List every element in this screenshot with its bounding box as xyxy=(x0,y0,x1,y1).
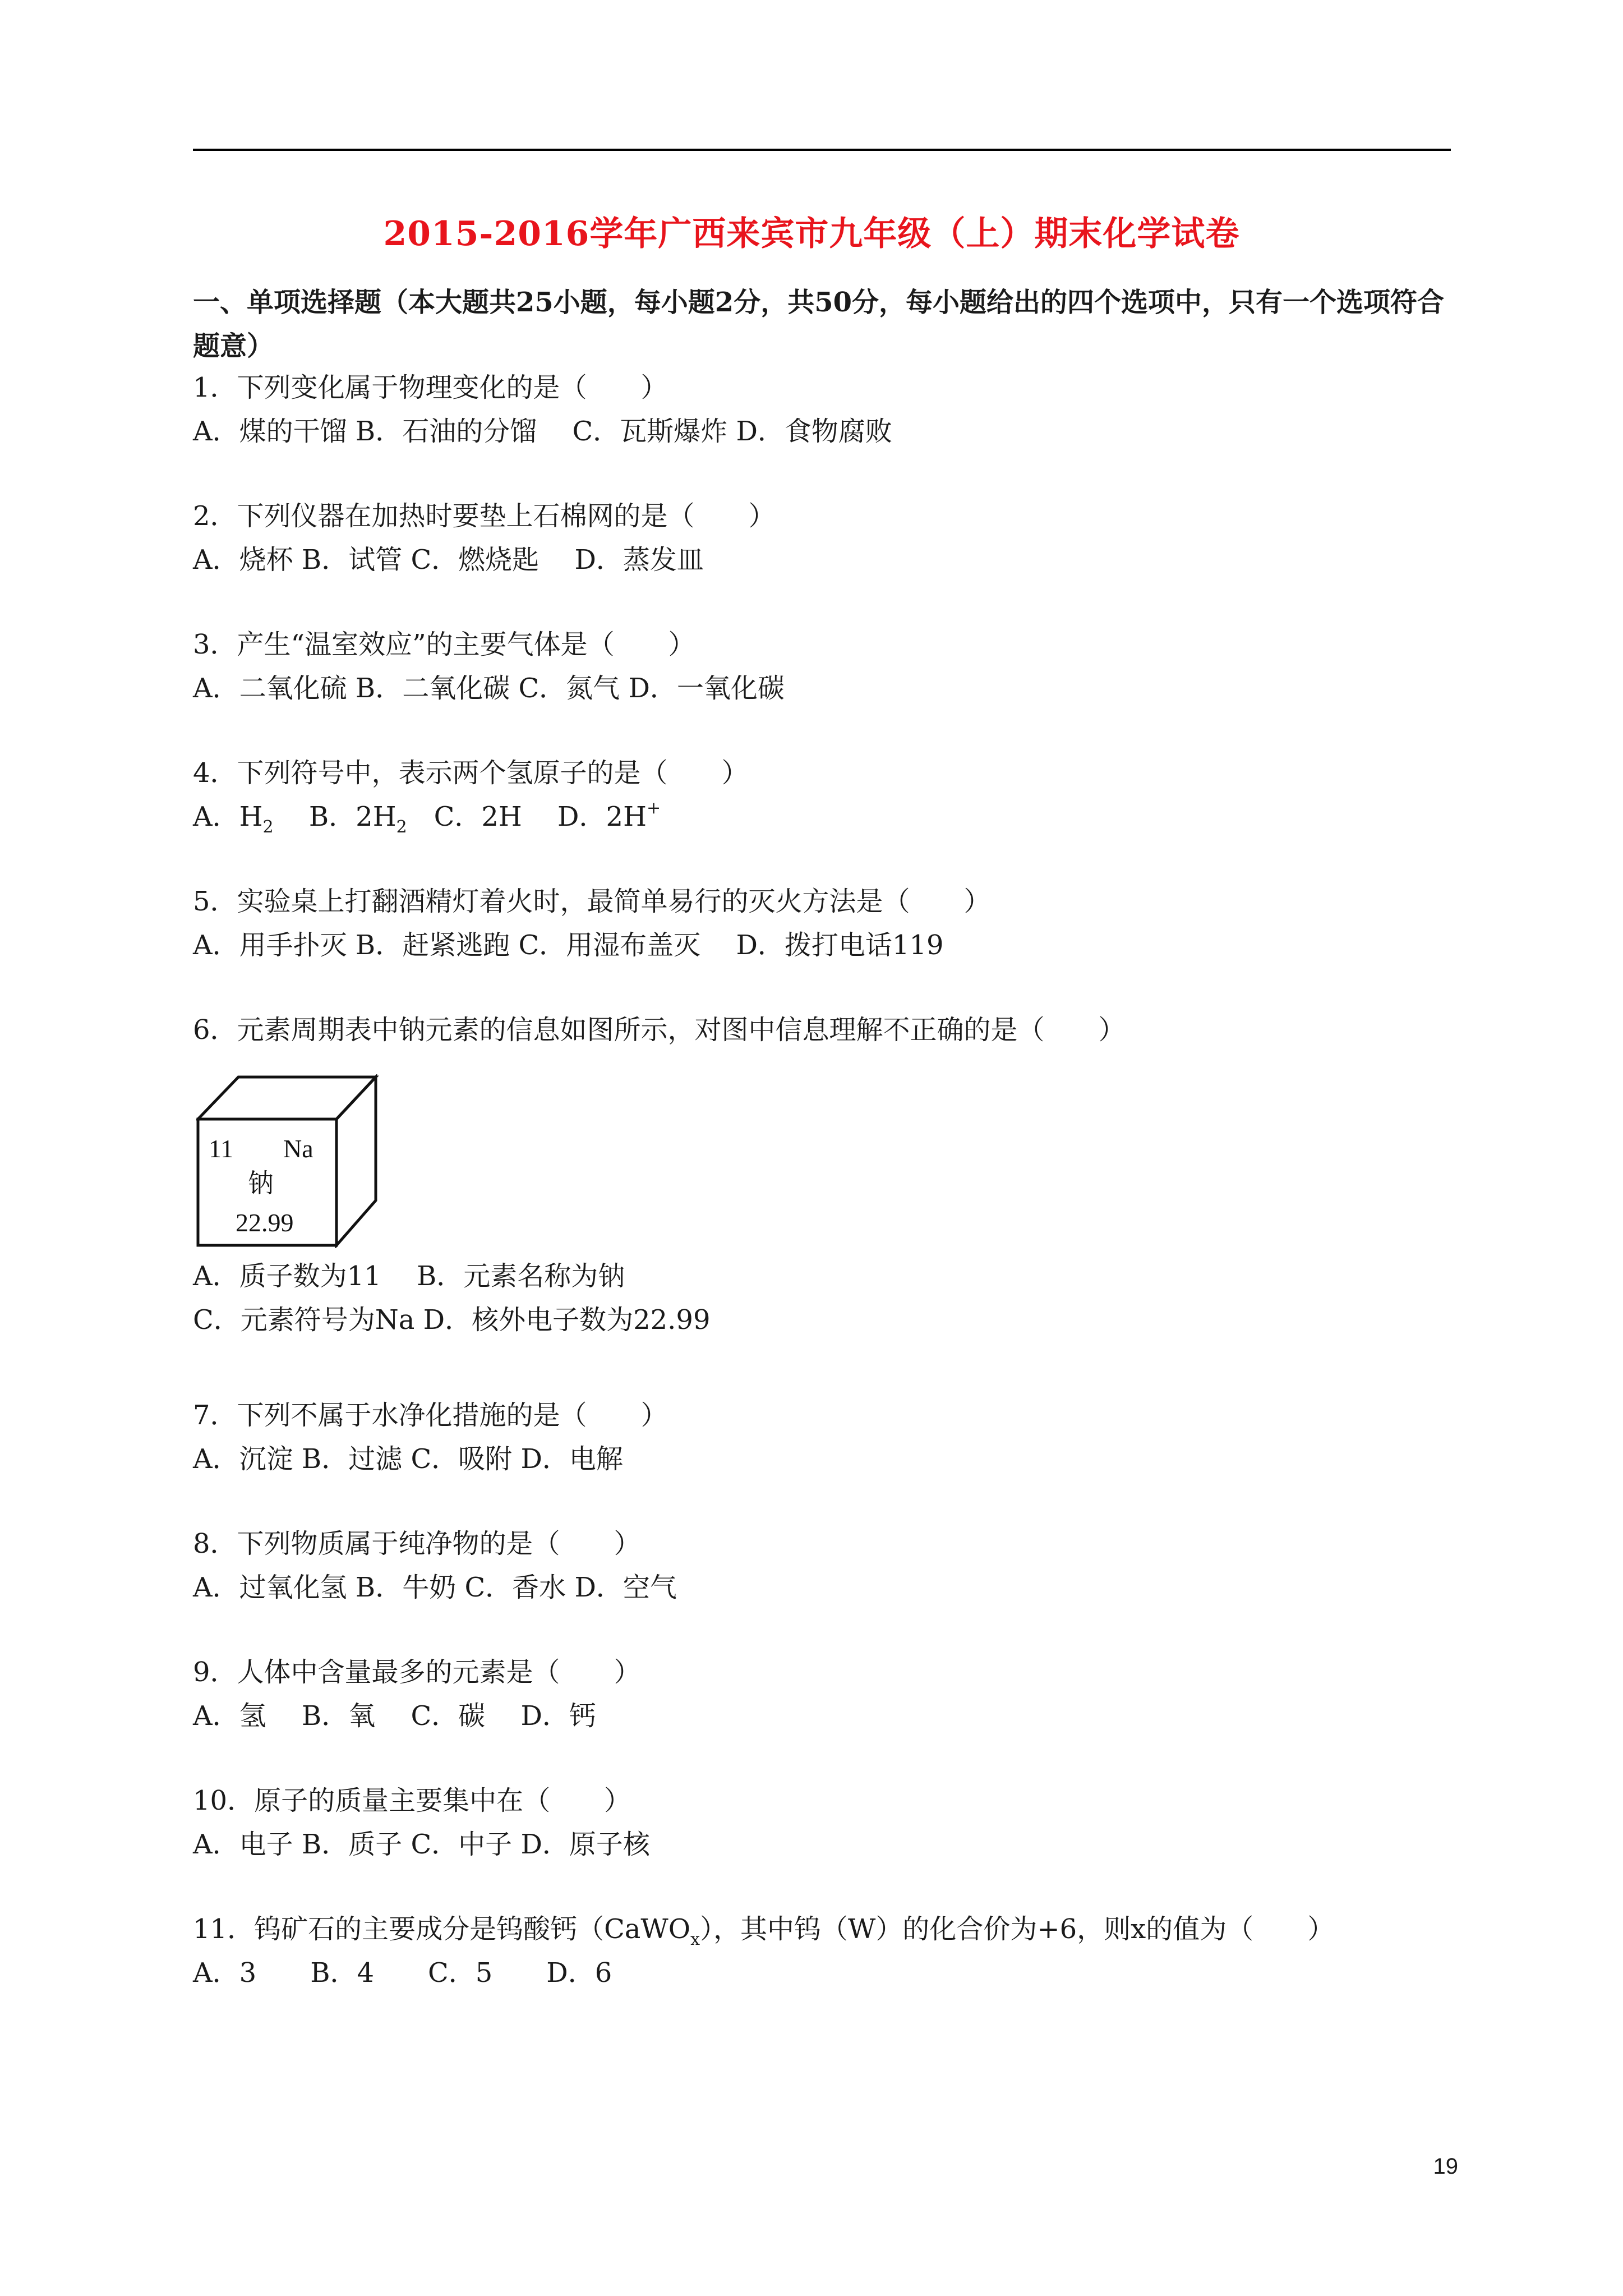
question-7-options: A．沉淀 B．过滤 C．吸附 D．电解 xyxy=(193,1443,623,1475)
question-5-options: A．用手扑灭 B．赶紧逃跑 C．用湿布盖灭 D．拨打电话119 xyxy=(193,930,944,961)
question-2-options: A．烧杯 B．试管 C．燃烧匙 D．蒸发皿 xyxy=(193,544,704,576)
element-symbol: Na xyxy=(283,1134,313,1163)
question-11-options: A．3 B．4 C．5 D．6 xyxy=(193,1957,612,1989)
question-1-stem: 1．下列变化属于物理变化的是（ ） xyxy=(193,372,668,403)
question-3-stem: 3．产生“温室效应”的主要气体是（ ） xyxy=(193,629,695,660)
question-7-stem: 7．下列不属于水净化措施的是（ ） xyxy=(193,1400,668,1431)
element-name: 钠 xyxy=(248,1168,274,1198)
question-8-options: A．过氧化氢 B．牛奶 C．香水 D．空气 xyxy=(193,1572,677,1603)
subscript: 2 xyxy=(262,817,274,837)
header-rule xyxy=(193,149,1451,151)
question-10-options: A．电子 B．质子 C．中子 D．原子核 xyxy=(193,1829,650,1860)
question-6-stem: 6．元素周期表中钠元素的信息如图所示，对图中信息理解不正确的是（ ） xyxy=(193,1014,1126,1046)
subscript: x xyxy=(690,1930,700,1949)
question-4-options xyxy=(193,797,1455,836)
superscript: + xyxy=(646,798,661,818)
question-6-options-line-2: C．元素符号为Na D．核外电子数为22.99 xyxy=(193,1304,711,1336)
page-number: 19 xyxy=(1433,2154,1458,2179)
option-b-text: B．2H xyxy=(273,801,396,832)
cube-side-face xyxy=(336,1077,376,1245)
sodium-element-card-figure xyxy=(196,1074,381,1248)
atomic-number: 11 xyxy=(209,1134,234,1163)
question-4-stem: 4．下列符号中，表示两个氢原子的是（ ） xyxy=(193,757,749,789)
stem-text: ），其中钨（W）的化合价为+6，则x的值为（ ） xyxy=(700,1913,1335,1945)
question-9-stem: 9．人体中含量最多的元素是（ ） xyxy=(193,1657,641,1688)
question-2-stem: 2．下列仪器在加热时要垫上石棉网的是（ ） xyxy=(193,500,776,532)
question-5-stem: 5．实验桌上打翻酒精灯着火时，最简单易行的灭火方法是（ ） xyxy=(193,886,991,917)
question-11-stem xyxy=(193,1910,1455,1949)
option-cd-text: C．2H D．2H xyxy=(407,801,647,832)
stem-text: 11．钨矿石的主要成分是钨酸钙（CaWO xyxy=(193,1913,691,1945)
section-heading: 一、单项选择题（本大题共25小题，每小题2分，共50分，每小题给出的四个选项中，只有一个选项符合题意） xyxy=(193,287,1444,362)
subscript: 2 xyxy=(396,817,407,837)
cube-top-face xyxy=(198,1077,376,1119)
question-3-options: A．二氧化硫 B．二氧化碳 C．氮气 D．一氧化碳 xyxy=(193,673,785,704)
exam-title: 2015-2016学年广西来宾市九年级（上）期末化学试卷 xyxy=(383,214,1240,254)
question-1-options: A．煤的干馏 B．石油的分馏 C．瓦斯爆炸 D．食物腐败 xyxy=(193,416,892,447)
question-6-options-line-1: A．质子数为11 B．元素名称为钠 xyxy=(193,1260,625,1292)
question-9-options: A．氢 B．氧 C．碳 D．钙 xyxy=(193,1700,596,1732)
question-10-stem: 10．原子的质量主要集中在（ ） xyxy=(193,1785,631,1816)
option-a-text: A．H xyxy=(193,801,263,832)
atomic-mass: 22.99 xyxy=(236,1208,294,1237)
question-8-stem: 8．下列物质属于纯净物的是（ ） xyxy=(193,1528,641,1559)
